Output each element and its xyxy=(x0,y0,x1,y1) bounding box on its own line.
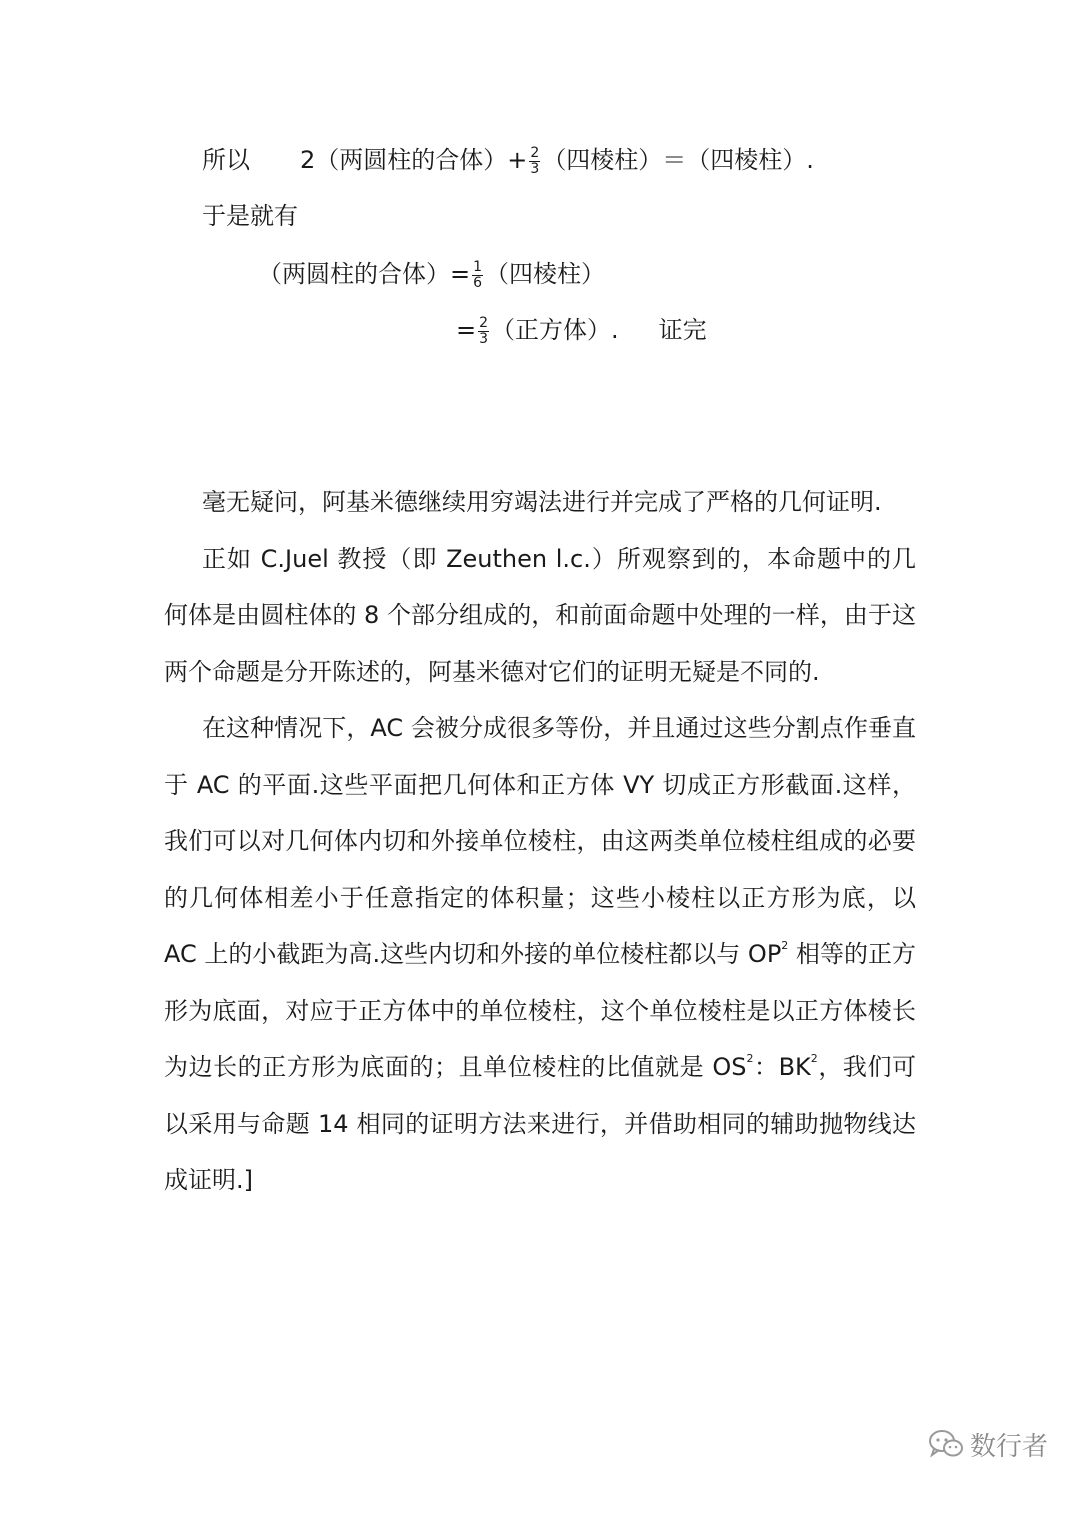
formula-part: 2（两圆柱的合体）+ xyxy=(300,146,528,174)
formula-lead: 所以 xyxy=(202,146,250,174)
text-run: ，我们可以采用与命题 14 相同的证明方法来进行，并借助相同的辅助抛物线达成证明.] xyxy=(164,1053,916,1194)
formula-part: （两圆柱的合体）= xyxy=(258,260,471,288)
formula-line-1 xyxy=(202,145,814,177)
body-text xyxy=(164,474,916,1209)
formula-part: （四棱柱）＝（四棱柱）. xyxy=(542,146,814,174)
formula-line-3 xyxy=(258,259,605,291)
paragraph-3 xyxy=(164,700,916,1209)
formula-part: （正方体）. xyxy=(491,316,619,344)
superscript: 2 xyxy=(746,1052,754,1065)
wechat-icon xyxy=(928,1429,964,1459)
fraction: $\frac{1}{6}$ xyxy=(473,258,483,291)
fraction: $\frac{2}{3}$ xyxy=(530,144,540,177)
fraction: $\frac{2}{3}$ xyxy=(479,314,489,347)
formula-line-2: 于是就有 xyxy=(202,202,298,230)
superscript: 2 xyxy=(810,1052,818,1065)
paragraph-2: 正如 C.Juel 教授（即 Zeuthen l.c.）所观察到的，本命题中的几何体是由圆柱体的 8 个部分组成的，和前面命题中处理的一样，由于这两个命题是分开陈述的，阿基米德对它们的证明无疑是不同的. xyxy=(164,544,916,686)
watermark xyxy=(928,1424,1048,1464)
watermark-text: 数行者 xyxy=(970,1431,1049,1462)
qed-mark: 证完 xyxy=(658,316,707,344)
superscript: 2 xyxy=(781,939,789,952)
formula-line-4 xyxy=(456,315,707,347)
text-run: 相等的正方形为底面，对应于正方体中的单位棱柱，这个单位棱柱是以正方体棱长为边长的正方形为底面的；且单位棱柱的比值就是 OS xyxy=(164,940,916,1081)
formula-part: （四棱柱） xyxy=(485,260,606,288)
text-run: ：BK xyxy=(753,1053,811,1081)
paragraph-1: 毫无疑问，阿基米德继续用穷竭法进行并完成了严格的几何证明. xyxy=(202,488,882,516)
text-run: 在这种情况下，AC 会被分成很多等份，并且通过这些分割点作垂直于 AC 的平面.这些平面把几何体和正方体 VY 切成正方形截面.这样，我们可以对几何体内切和外接单位棱柱，由这两类单位棱柱组成的必要的几何体相差小于任意指定的体积量；这些小棱柱以正方形为底，以 AC 上的小截距为高.这些内切和外接的单位棱柱都以与 OP xyxy=(164,714,916,968)
formula-part: = xyxy=(456,316,477,344)
